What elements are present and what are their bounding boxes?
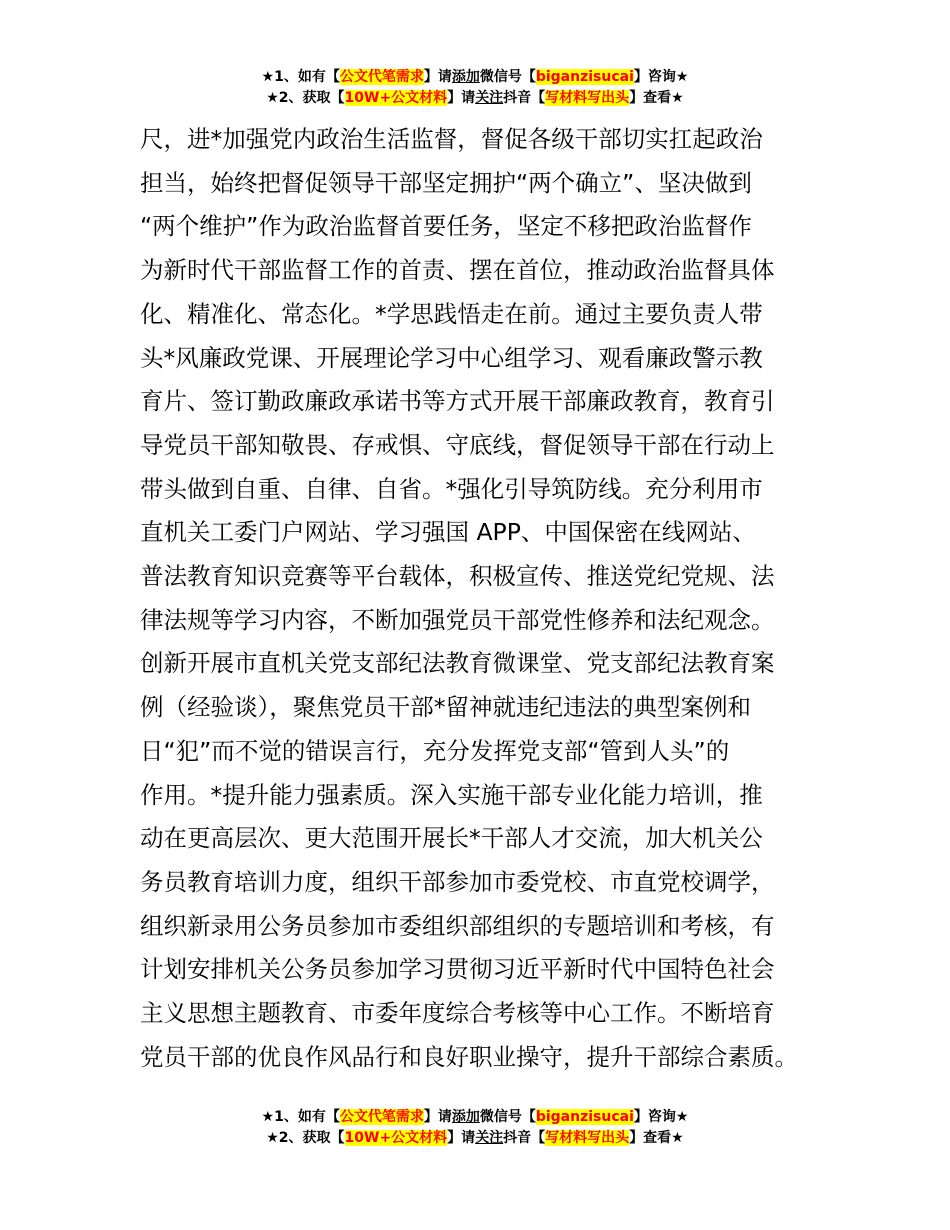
footer-line-2-suffix: 】查看★ [629, 1130, 684, 1146]
body-line: 导党员干部知敬畏、存戒惧、守底线，督促领导干部在行动上 [140, 430, 775, 459]
body-line: 育片、签订勤政廉政承诺书等方式开展干部廉政教育，教育引 [140, 387, 775, 416]
footer-line-1-wechat-label: 微信号【 [479, 1109, 536, 1125]
highlight-ghostwriting: 公文代笔需求 [339, 69, 424, 85]
highlight-douyin-account: 写材料写出头 [545, 90, 630, 106]
footer-line-1 [0, 1107, 950, 1128]
header-line-1-suffix: 】咨询★ [633, 69, 689, 85]
header-line-2-mid: 】请 [447, 90, 476, 106]
body-line: 创新开展市直机关党支部纪法教育微课堂、党支部纪法教育案 [140, 649, 775, 678]
header-line-2-prefix: ★2、获取【 [266, 90, 345, 106]
footer-line-2-douyin-label: 抖音【 [503, 1130, 546, 1146]
body-line: “两个维护”作为政治监督首要任务，坚定不移把政治监督作 [140, 212, 752, 241]
footer-line-1-suffix: 】咨询★ [633, 1109, 689, 1125]
underline-follow: 关注 [475, 1130, 504, 1146]
footer-line-1-mid: 】请 [423, 1109, 452, 1125]
underline-follow: 关注 [475, 90, 504, 106]
footer-line-2-prefix: ★2、获取【 [266, 1130, 345, 1146]
body-line: 担当，始终把督促领导干部坚定拥护“两个确立”、坚决做到 [140, 168, 752, 197]
header-line-2-douyin-label: 抖音【 [503, 90, 546, 106]
body-line: 律法规等学习内容，不断加强党员干部党性修养和法纪观念。 [140, 605, 775, 634]
header-line-1-mid: 】请 [423, 69, 452, 85]
body-line: 化、精准化、常态化。*学思践悟走在前。通过主要负责人带 [140, 299, 763, 328]
body-line: 动在更高层次、更大范围开展长*干部人才交流，加大机关公 [140, 824, 763, 853]
highlight-wechat-id: biganzisucai [535, 69, 634, 85]
highlight-ghostwriting: 公文代笔需求 [339, 1109, 424, 1125]
footer-line-2 [0, 1128, 950, 1149]
body-line: 直机关工委门户网站、学习强国 APP、中国保密在线网站、 [140, 518, 756, 547]
body-line: 尺，进*加强党内政治生活监督，督促各级干部切实扛起政治 [140, 125, 763, 153]
header-line-1 [0, 67, 950, 88]
footer-line-2-mid: 】请 [447, 1130, 476, 1146]
document-body [140, 118, 830, 1079]
body-line: 日“犯”而不觉的错误言行，充分发挥党支部“管到人头”的 [140, 736, 730, 765]
header-banner [0, 67, 950, 109]
footer-banner [0, 1107, 950, 1149]
body-line: 主义思想主题教育、市委年度综合考核等中心工作。不断培育 [140, 999, 775, 1028]
highlight-wechat-id: biganzisucai [535, 1109, 634, 1125]
body-line: 普法教育知识竞赛等平台载体，积极宣传、推送党纪党规、法 [140, 562, 775, 591]
body-line: 党员干部的优良作风品行和良好职业操守，提升干部综合素质。 [140, 1042, 798, 1071]
body-line: 带头做到自重、自律、自省。*强化引导筑防线。充分利用市 [140, 474, 763, 503]
header-line-2-suffix: 】查看★ [629, 90, 684, 106]
highlight-douyin-account: 写材料写出头 [545, 1130, 630, 1146]
underline-add: 添加 [451, 1109, 480, 1125]
highlight-materials: 10W+公文材料 [344, 1130, 448, 1146]
body-line: 例（经验谈），聚焦党员干部*留神就违纪违法的典型案例和 [140, 693, 751, 722]
header-line-2 [0, 88, 950, 109]
body-line: 务员教育培训力度，组织干部参加市委党校、市直党校调学， [140, 867, 775, 896]
footer-line-1-prefix: ★1、如有【 [261, 1109, 340, 1125]
body-line: 为新时代干部监督工作的首责、摆在首位，推动政治监督具体 [140, 256, 775, 285]
header-line-1-prefix: ★1、如有【 [261, 69, 340, 85]
underline-add: 添加 [451, 69, 480, 85]
body-line: 计划安排机关公务员参加学习贯彻习近平新时代中国特色社会 [140, 955, 775, 984]
highlight-materials: 10W+公文材料 [344, 90, 448, 106]
header-line-1-wechat-label: 微信号【 [479, 69, 536, 85]
body-line: 头*风廉政党课、开展理论学习中心组学习、观看廉政警示教 [140, 343, 763, 372]
body-line: 组织新录用公务员参加市委组织部组织的专题培训和考核，有 [140, 911, 775, 940]
body-line: 作用。*提升能力强素质。深入实施干部专业化能力培训，推 [140, 780, 763, 809]
